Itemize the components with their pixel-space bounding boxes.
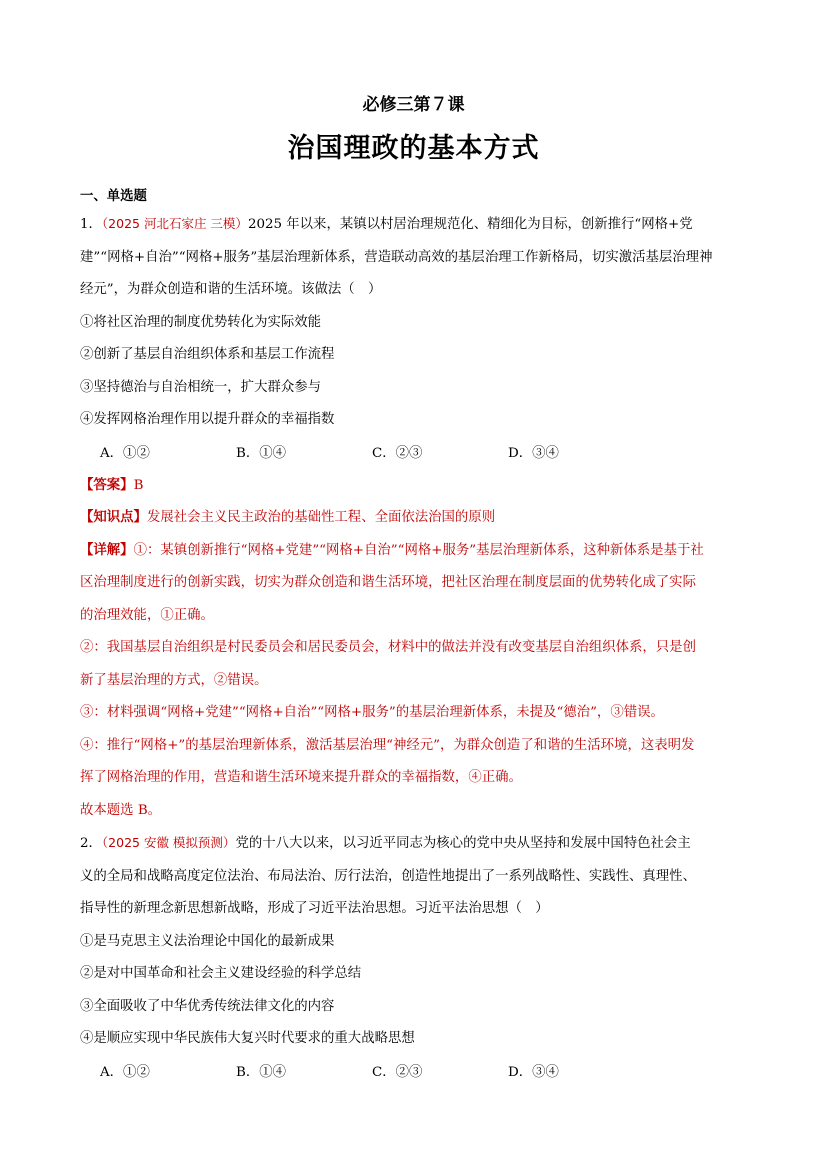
question-1-stem-line-1 xyxy=(80,208,752,242)
options-row xyxy=(100,1056,752,1089)
knowledge-text: 发展社会主义民主政治的基础性工程、全面依法治国的原则 xyxy=(146,510,496,525)
detail-line-6: ③：材料强调“网格+党建”“网格+自治”“网格+服务”的基层治理新体系，未提及“德治”，③错误。 xyxy=(80,705,664,720)
option-c[interactable]: C．②③ xyxy=(372,445,423,461)
conclusion-line: 故本题选 B。 xyxy=(80,802,162,818)
statement-2: ②是对中国革命和社会主义建设经验的科学总结 xyxy=(80,966,362,981)
detail-line-1 xyxy=(80,535,752,568)
detail-line-8: 挥了网格治理的作用，营造和谐生活环境来提升群众的幸福指数，④正确。 xyxy=(80,770,522,785)
statement-1: ①将社区治理的制度优势转化为实际效能 xyxy=(80,314,322,330)
statement-4: ④发挥网格治理作用以提升群众的幸福指数 xyxy=(80,412,335,427)
answer-label: 【答案】 xyxy=(80,477,134,493)
section-title: 一、单选题 xyxy=(80,189,147,204)
detail-line-3: 的治理效能，①正确。 xyxy=(80,607,214,623)
statement-3: ③坚持德治与自治相统一，扩大群众参与 xyxy=(80,379,322,395)
question-1 xyxy=(80,208,752,827)
answer-value: B xyxy=(133,477,144,493)
detail-line-2: 区治理制度进行的创新实践，切实为群众创造和谐生活环境，把社区治理在制度层面的优势转化成了实际 xyxy=(80,575,696,590)
option-d[interactable]: D．③④ xyxy=(508,445,559,461)
question-source: （2025 河北石家庄 三模） xyxy=(101,216,248,231)
statement-1: ①是马克思主义法治理论中国化的最新成果 xyxy=(80,933,335,949)
statement-2: ②创新了基层自治组织体系和基层工作流程 xyxy=(80,347,335,362)
document-content xyxy=(80,186,752,1089)
answer-line xyxy=(80,470,752,503)
question-number: 1． xyxy=(80,217,102,232)
detail-line-4: ②：我国基层自治组织是村民委员会和居民委员会，材料中的做法并没有改变基层自治组织体系，只是创 xyxy=(80,640,696,655)
detail-line-7: ④：推行“网格+”的基层治理新体系，激活基层治理“神经元”，为群众创造了和谐的生活环境，这表明发 xyxy=(80,737,695,753)
question-2 xyxy=(80,827,752,1089)
lesson-subtitle: 必修三第７课 xyxy=(362,95,465,115)
lesson-title: 治国理政的基本方式 xyxy=(287,133,540,164)
options-row xyxy=(100,437,752,470)
statement-4: ④是顺应实现中华民族伟大复兴时代要求的重大战略思想 xyxy=(80,1031,415,1046)
stem-text: 2025 年以来，某镇以村居治理规范化、精细化为目标，创新推行“网格+党 xyxy=(247,217,693,232)
stem-text: 党的十八大以来，以习近平同志为核心的党中央从坚持和发展中国特色社会主 xyxy=(235,836,691,851)
option-b[interactable]: B．①④ xyxy=(236,1064,287,1080)
knowledge-label: 【知识点】 xyxy=(80,510,147,525)
option-d[interactable]: D．③④ xyxy=(508,1064,559,1080)
option-b[interactable]: B．①④ xyxy=(236,445,287,461)
option-a[interactable]: A．①② xyxy=(100,445,150,461)
question-1-stem-line-3: 经元”，为群众创造和谐的生活环境。该做法（ ） xyxy=(80,282,382,297)
knowledge-line xyxy=(80,502,752,535)
question-1-stem-line-2: 建”“网格+自治”“网格+服务”基层治理新体系，营造联动高效的基层治理工作新格局，切实激活基层治理神 xyxy=(80,249,713,265)
detail-line-5: 新了基层治理的方式，②错误。 xyxy=(80,672,268,688)
question-2-stem-line-2: 义的全局和战略高度定位法治、布局法治、厉行法治，创造性地提出了一系列战略性、实践性、真理性、 xyxy=(80,868,696,884)
question-source: （2025 安徽 模拟预测） xyxy=(101,835,236,850)
question-2-stem-line-3: 指导性的新理念新思想新战略，形成了习近平法治思想。习近平法治思想（ ） xyxy=(80,901,549,916)
option-c[interactable]: C．②③ xyxy=(372,1064,423,1080)
question-2-stem-line-1 xyxy=(80,827,752,861)
option-a[interactable]: A．①② xyxy=(100,1064,150,1080)
detail-label: 【详解】 xyxy=(80,542,134,558)
statement-3: ③全面吸收了中华优秀传统法律文化的内容 xyxy=(80,998,335,1014)
detail-text: ①：某镇创新推行“网格+党建”“网格+自治”“网格+服务”基层治理新体系，这种新体系是基于社 xyxy=(133,542,704,558)
question-number: 2． xyxy=(80,836,102,851)
